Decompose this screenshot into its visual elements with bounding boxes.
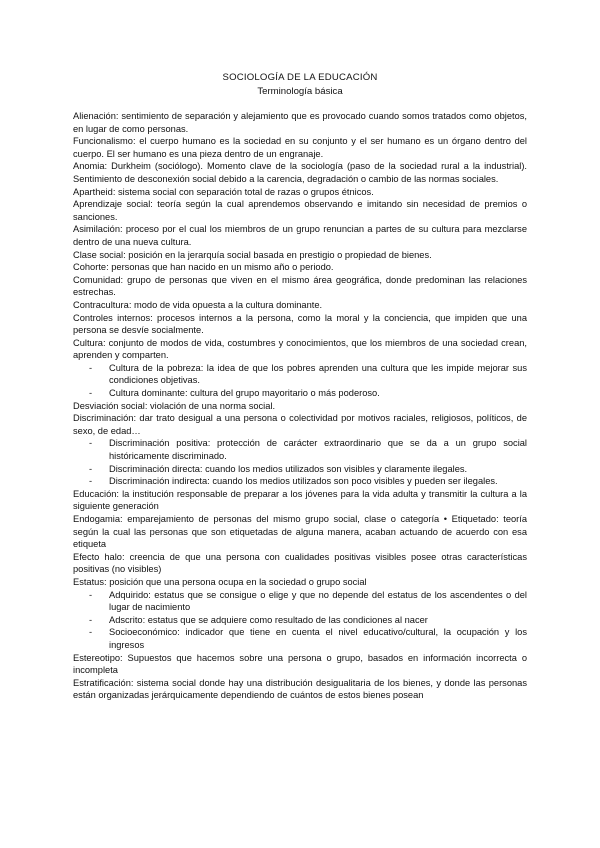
entry-separator: : xyxy=(120,514,128,524)
entry-term: Discriminación xyxy=(73,413,134,424)
entry-definition: personas que han nacido en un mismo año o periodo. xyxy=(111,262,334,273)
entry-separator: : xyxy=(116,488,123,499)
sub-item-text: Cultura de la pobreza: la idea de que los pobres aprenden una cultura que les impide mejorar sus condiciones objetivas. xyxy=(109,362,527,386)
entry-definition: la institución responsable de preparar a los jóvenes para la vida adulta y transmitir la cultura a la siguiente generación xyxy=(73,488,527,512)
glossary-entry xyxy=(73,110,527,135)
entry-separator: : xyxy=(123,249,129,260)
entry-term: Funcionalismo xyxy=(73,136,133,147)
bullet-dash-icon: - xyxy=(89,627,93,638)
entry-term: Controles internos xyxy=(73,312,151,323)
glossary-entry xyxy=(73,488,527,513)
sub-list xyxy=(73,362,527,400)
sub-list-item xyxy=(73,589,527,614)
document-subtitle: Terminología básica xyxy=(257,86,343,97)
sub-item-text: Discriminación positiva: protección de carácter extraordinario que se da a un grupo social históricamente discriminado. xyxy=(109,438,527,462)
entry-term: Cohorte xyxy=(73,262,107,273)
sub-item-text: Discriminación indirecta: cuando los medios utilizados son poco visibles y pueden ser ilegales. xyxy=(109,476,498,487)
entry-separator: : xyxy=(120,274,128,285)
entry-term: Estereotipo xyxy=(73,652,121,663)
glossary-entry xyxy=(73,299,527,312)
entry-definition: grupo de personas que viven en el mismo área geográfica, donde predominan las relaciones estrechas. xyxy=(73,274,527,298)
glossary-entry xyxy=(73,412,527,437)
entry-term: Comunidad xyxy=(73,274,121,285)
entry-term: Asimilación xyxy=(73,224,121,235)
bullet-dash-icon: - xyxy=(89,388,93,399)
entry-separator: : xyxy=(104,161,112,172)
glossary-entry xyxy=(73,261,527,274)
bullet-dash-icon: - xyxy=(89,463,93,474)
entry-separator: : xyxy=(104,576,110,587)
entry-definition: el cuerpo humano es la sociedad en su conjunto y el ser humano es un órgano dentro del cuerpo. El ser humano es una pieza dentro de un engranaje. xyxy=(73,136,527,159)
entry-separator: : xyxy=(121,551,130,562)
entry-definition: posición que una persona ocupa en la sociedad o grupo social xyxy=(109,576,367,587)
entry-separator: : xyxy=(106,262,112,273)
glossary-entry xyxy=(73,400,527,413)
entry-term: Estratificación xyxy=(73,677,131,688)
entry-separator: : xyxy=(120,224,126,235)
entry-definition: procesos internos a la persona, como la moral y la conciencia, que impiden que una persona se desvíe socialmente. xyxy=(73,312,528,336)
entry-separator: : xyxy=(150,312,158,323)
glossary-entry xyxy=(73,576,527,589)
sub-list-item xyxy=(73,387,527,400)
entry-definition: dar trato desigual a una persona o colectividad por motivos raciales, religiosos, políticos, de sexo, de edad… xyxy=(73,413,527,436)
entry-definition: Durkheim (sociólogo). Momento clave de la sociología (paso de la sociedad rural a la industrial). Sentimiento de desconexión social debido a la carencia, degradación o cambio de las normas sociales. xyxy=(73,161,527,184)
document-title: SOCIOLOGÍA DE LA EDUCACIÓN xyxy=(222,72,378,83)
sub-list-item xyxy=(73,626,527,651)
entry-definition: teoría según la cual aprendemos observando e imitando sin necesidad de premios o sanciones. xyxy=(73,199,527,222)
entry-definition: posición en la jerarquía social basada en prestigio o propiedad de bienes. xyxy=(128,249,432,260)
entry-term: Clase social xyxy=(73,249,124,260)
sub-item-text: Socioeconómico: indicador que tiene en cuenta el nivel educativo/cultural, la ocupación y los ingresos xyxy=(109,627,527,650)
entry-separator: : xyxy=(133,413,140,424)
entry-definition: proceso por el cual los miembros de un grupo renuncian a partes de su cultura para mezclarse dentro de una nueva cultura. xyxy=(73,224,527,247)
entry-term: Estatus xyxy=(73,576,105,587)
entry-separator: : xyxy=(112,186,118,197)
glossary-entry xyxy=(73,337,527,362)
entry-separator: : xyxy=(150,199,158,210)
sub-list-item xyxy=(73,614,527,627)
glossary-entry xyxy=(73,652,527,677)
entry-separator: : xyxy=(130,677,137,688)
sub-list-item xyxy=(73,362,527,387)
entry-term: Contracultura xyxy=(73,299,129,310)
sub-item-text: Discriminación directa: cuando los medios utilizados son visibles y claramente ilegales. xyxy=(109,463,468,474)
entry-separator: : xyxy=(102,337,109,348)
entry-definition: creencia de que una persona con cualidades positivas visibles posee otras características positivas (no visibles) xyxy=(73,551,527,575)
glossary-entry xyxy=(73,274,527,299)
entry-definition: sentimiento de separación y alejamiento que es provocado cuando somos tratados como objetos, en lugar de como personas. xyxy=(73,111,527,134)
sub-item-text: Adscrito: estatus que se adquiere como resultado de las condiciones al nacer xyxy=(109,614,428,625)
entry-term: Aprendizaje social xyxy=(73,199,151,210)
glossary-entry xyxy=(73,249,527,262)
entry-term: Educación xyxy=(73,488,117,499)
sub-list-item xyxy=(73,437,527,462)
sub-item-text: Cultura dominante: cultura del grupo mayoritario o más poderoso. xyxy=(109,388,380,399)
sub-list-item xyxy=(73,475,527,488)
entry-separator: : xyxy=(115,111,122,121)
entry-separator: : xyxy=(132,136,140,147)
entry-definition: sistema social donde hay una distribución desigualitaria de los bienes, y donde las personas están organizadas jerárquicamente dependiendo de cuántos de estos bienes posean xyxy=(73,677,527,701)
glossary-entry xyxy=(73,186,527,199)
entry-separator: : xyxy=(128,299,134,310)
entry-separator: : xyxy=(120,652,128,663)
bullet-dash-icon: - xyxy=(89,438,93,449)
glossary-entry xyxy=(73,513,527,551)
sub-list xyxy=(73,437,527,487)
entry-term: Efecto halo xyxy=(73,551,122,562)
entry-term: Cultura xyxy=(73,337,103,348)
entry-definition: Supuestos que hacemos sobre una persona o grupo, basados en información incorrecta o incompleta xyxy=(73,652,527,676)
bullet-dash-icon: - xyxy=(89,614,93,625)
glossary-entry xyxy=(73,198,527,223)
entry-definition: sistema social con separación total de razas o grupos étnicos. xyxy=(117,186,374,197)
entry-term: Anomia xyxy=(73,161,105,172)
glossary-entry xyxy=(73,677,527,702)
glossary-entry xyxy=(73,312,527,337)
bullet-dash-icon: - xyxy=(89,362,93,373)
entry-definition: conjunto de modos de vida, costumbres y conocimientos, que los miembros de una sociedad crean, aprenden y comparten. xyxy=(73,337,527,361)
sub-list-item xyxy=(73,463,527,476)
sub-list xyxy=(73,589,527,652)
glossary-entry xyxy=(73,135,527,160)
entry-definition: violación de una norma social. xyxy=(150,400,276,411)
entry-term: Apartheid xyxy=(73,186,113,197)
entry-term: Desviación social xyxy=(73,400,145,411)
bullet-dash-icon: - xyxy=(89,589,93,600)
glossary-entry xyxy=(73,223,527,248)
glossary-entry xyxy=(73,551,527,576)
entry-term: Endogamia xyxy=(73,514,121,524)
entry-definition: modo de vida opuesta a la cultura dominante. xyxy=(133,299,323,310)
glossary xyxy=(73,110,527,702)
sub-item-text: Adquirido: estatus que se consigue o elige y que no depende del estatus de los ascendentes o del lugar de nacimiento xyxy=(109,589,527,613)
entry-separator: : xyxy=(144,400,150,411)
entry-term: Alienación xyxy=(73,111,116,121)
glossary-entry xyxy=(73,160,527,185)
entry-definition: emparejamiento de personas del mismo grupo social, clase o categoría • Etiquetado: teoría según la cual las personas que son etiquetadas de alguna manera, acaban actuando de acuerdo con esa etiqueta xyxy=(73,514,528,550)
bullet-dash-icon: - xyxy=(89,476,93,487)
